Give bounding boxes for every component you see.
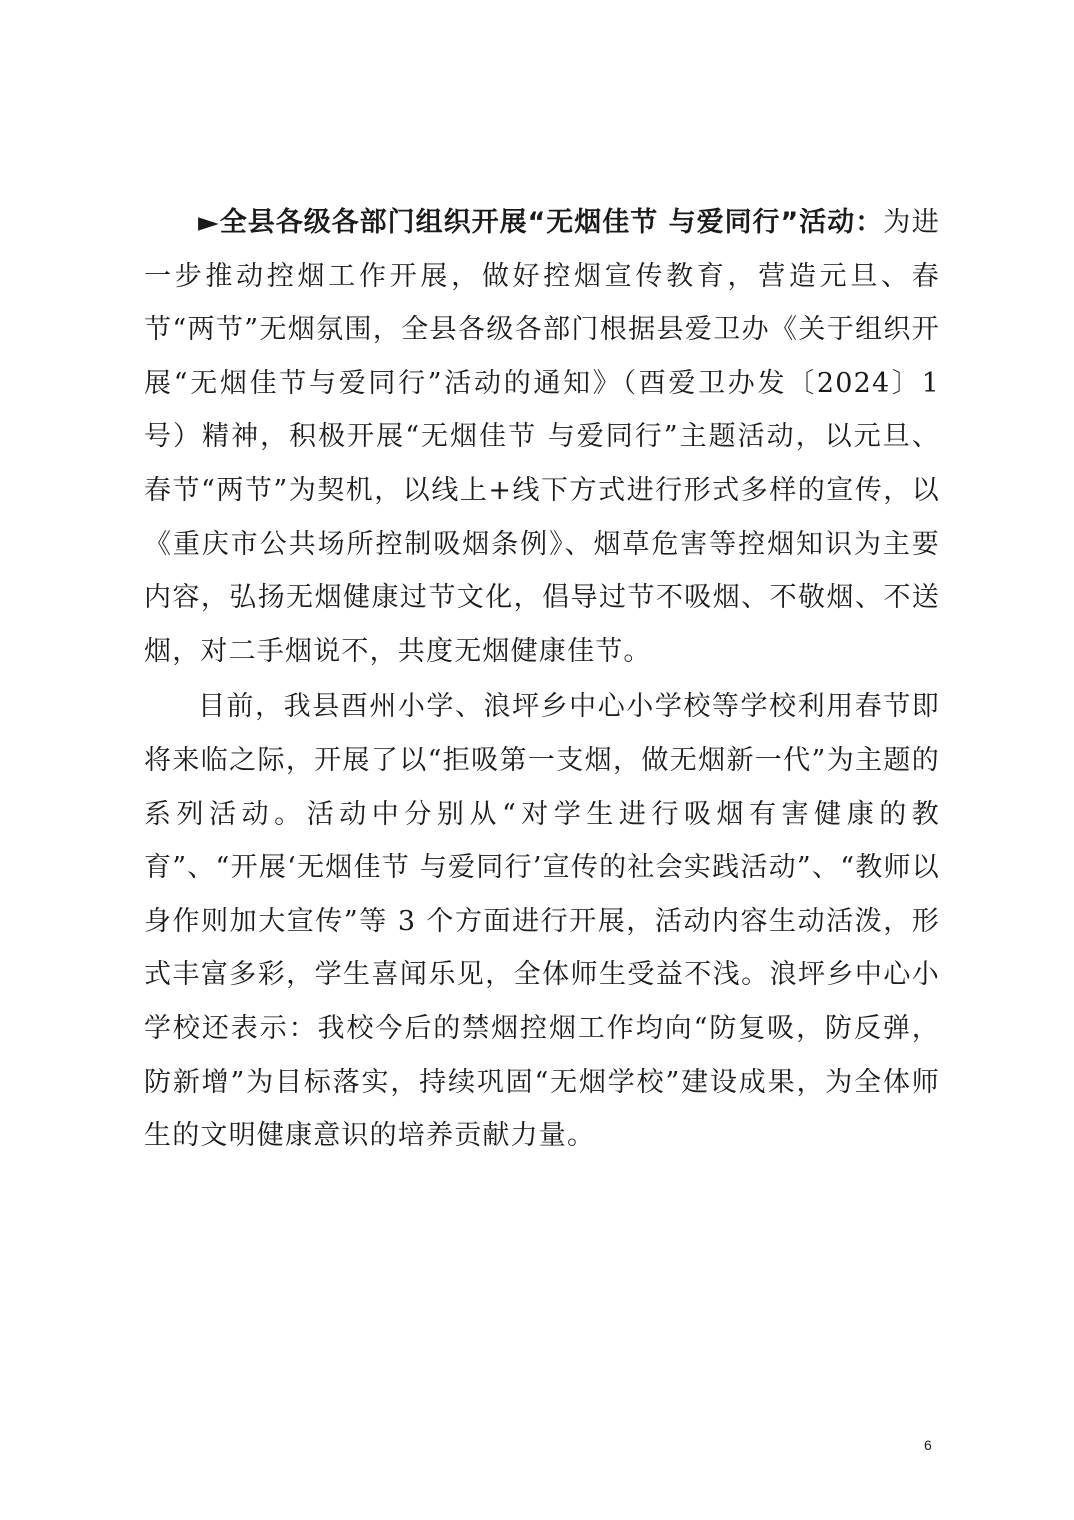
heading-text: 全县各级各部门组织开展“无烟佳节 与爱同行”活动： bbox=[219, 207, 884, 238]
page-number: 6 bbox=[924, 1437, 932, 1453]
triangle-bullet-icon: ► bbox=[198, 207, 220, 238]
paragraph-text: 为进一步推动控烟工作开展，做好控烟宣传教育，营造元旦、春节“两节”无烟氛围，全县各级各部门根据县爱卫办《关于组织开展“无烟佳节与爱同行”活动的通知》（酉爱卫办发〔2024〕1 号）精神，积极开展“无烟佳节 与爱同行”主题活动，以元旦、春节“两节”为契机，以线上+线下方式进行形式多样的宣传，以《重庆市公共场所控制吸烟条例》、烟草危害等控烟知识为主要内容，弘扬无烟健康过节文化，倡导过节不吸烟、不敬烟、不送烟，对二手烟说不，共度无烟健康佳节。 bbox=[144, 207, 941, 667]
paragraph-heading bbox=[198, 207, 883, 238]
paragraph-text: 目前，我县酉州小学、浪坪乡中心小学校等学校利用春节即将来临之际，开展了以“拒吸第一支烟，做无烟新一代”为主题的系列活动。活动中分别从“对学生进行吸烟有害健康的教育”、“开展‘无烟佳节 与爱同行’宣传的社会实践活动”、“教师以身作则加大宣传”等 3 个方面进行开展，活动内容生动活泼，形式丰富多彩，学生喜闻乐见，全体师生受益不浅。浪坪乡中心小学校还表示：我校今后的禁烟控烟工作均向“防复吸，防反弹，防新增”为目标落实，持续巩固“无烟学校”建设成果，为全体师生的文明健康意识的培养贡献力量。 bbox=[144, 691, 940, 1152]
paragraph-activity bbox=[144, 196, 940, 678]
paragraph-schools bbox=[144, 680, 940, 1162]
document-body bbox=[144, 196, 940, 1163]
